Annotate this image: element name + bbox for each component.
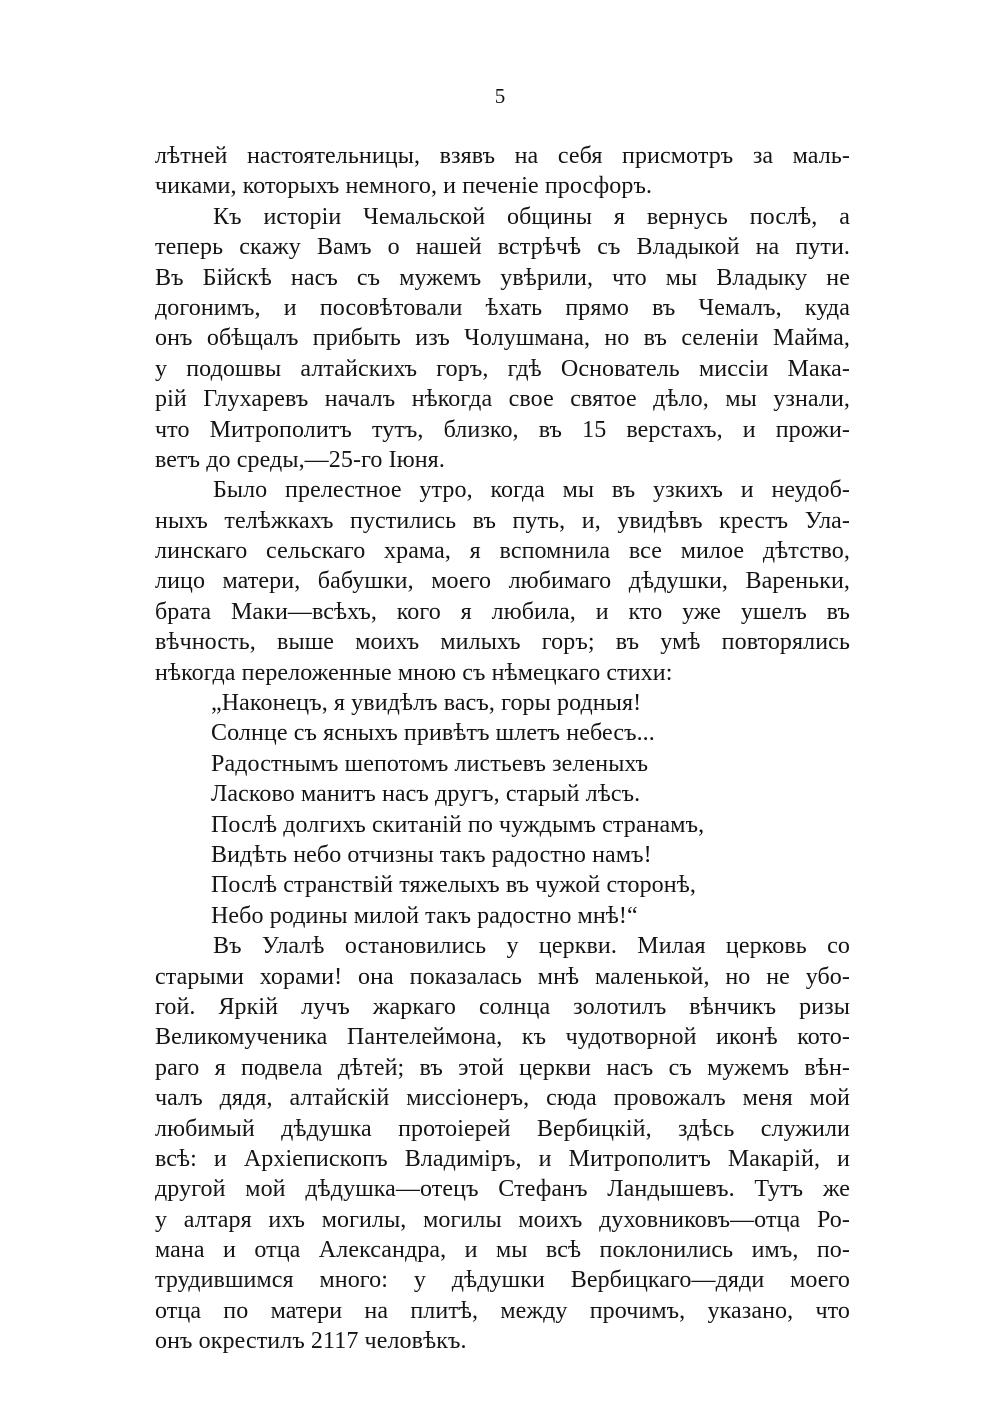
body-text: [155, 141, 850, 1357]
paragraph: [155, 141, 850, 202]
text-line: гой. Яркій лучъ жаркаго солнца золотилъ вѣнчикъ ризы: [155, 993, 850, 1020]
text-line: лѣтней настоятельницы, взявъ на себя присмотръ за маль-: [155, 143, 850, 169]
verse-line: „Наконецъ, я увидѣлъ васъ, горы родныя!: [211, 690, 642, 717]
text-line: теперь скажу Вамъ о нашей встрѣчѣ съ Владыкой на пути.: [155, 234, 850, 261]
text-line: у подошвы алтайскихъ горъ, гдѣ Основатель миссіи Мака-: [155, 355, 850, 382]
paragraph: [155, 931, 850, 1356]
verse-line: Ласково манитъ насъ другъ, старый лѣсъ.: [211, 781, 641, 808]
text-line: мана и отца Александра, и мы всѣ поклонились имъ, по-: [155, 1237, 850, 1264]
verse-block: [155, 688, 850, 931]
text-line: трудившимся много: у дѣдушки Вербицкаго—дяди моего: [155, 1267, 850, 1294]
text-line: лицо матери, бабушки, моего любимаго дѣдушки, Вареньки,: [155, 568, 850, 595]
text-line: что Митрополитъ тутъ, близко, въ 15 верстахъ, и прожи-: [155, 416, 850, 443]
text-line: старыми хорами! она показалась мнѣ маленькой, но не убо-: [155, 963, 850, 990]
page-number: 5: [494, 84, 506, 108]
verse-line: Видѣть небо отчизны такъ радостно намъ!: [211, 841, 652, 868]
text-line: вѣчность, выше моихъ милыхъ горъ; въ умѣ повторялись: [155, 629, 850, 656]
text-line: чалъ дядя, алтайскій миссіонеръ, сюда провожалъ меня мой: [155, 1085, 850, 1112]
verse-line: Послѣ долгихъ скитаній по чуждымъ странамъ,: [211, 811, 705, 838]
text-line: онъ окрестилъ 2117 человѣкъ.: [155, 1328, 467, 1355]
text-line: догонимъ, и посовѣтовали ѣхать прямо въ Чемалъ, куда: [155, 294, 850, 321]
verse-line: Небо родины милой такъ радостно мнѣ!“: [211, 902, 638, 929]
text-line: ветъ до среды,—25-го Іюня.: [155, 446, 445, 473]
text-line: линскаго сельскаго храма, я вспомнила все милое дѣтство,: [155, 538, 850, 565]
text-line: Къ исторіи Чемальской общины я вернусь послѣ, а: [213, 203, 850, 230]
text-line: нѣкогда переложенные мною съ нѣмецкаго стихи:: [155, 659, 673, 686]
verse-line: Радостнымъ шепотомъ листьевъ зеленыхъ: [211, 750, 649, 777]
paragraph: [155, 202, 850, 476]
text-line: Въ Бійскѣ насъ съ мужемъ увѣрили, что мы Владыку не: [155, 264, 850, 291]
text-line: Въ Улалѣ остановились у церкви. Милая церковь со: [213, 933, 850, 960]
text-line: другой мой дѣдушка—отецъ Стефанъ Ландышевъ. Тутъ же: [155, 1176, 850, 1203]
text-line: Было прелестное утро, когда мы въ узкихъ и неудоб-: [213, 477, 850, 504]
text-line: Великомученика Пантелеймона, къ чудотворной иконѣ кото-: [155, 1024, 850, 1051]
text-line: любимый дѣдушка протоіерей Вербицкій, здѣсь служили: [155, 1115, 850, 1142]
text-line: онъ обѣщалъ прибыть изъ Чолушмана, но въ селеніи Майма,: [155, 325, 850, 352]
text-line: у алтаря ихъ могилы, могилы моихъ духовниковъ—отца Ро-: [155, 1206, 850, 1233]
text-line: раго я подвела дѣтей; въ этой церкви насъ съ мужемъ вѣн-: [155, 1054, 850, 1081]
verse-line: Солнце съ ясныхъ привѣтъ шлетъ небесъ...: [211, 720, 655, 747]
text-line: чиками, которыхъ немного, и печеніе просфоръ.: [155, 173, 653, 200]
text-line: рій Глухаревъ началъ нѣкогда свое святое дѣло, мы узнали,: [155, 386, 850, 413]
text-line: ныхъ телѣжкахъ пустились въ путь, и, увидѣвъ крестъ Ула-: [155, 507, 850, 534]
paragraph: [155, 475, 850, 688]
text-line: всѣ: и Архіепископъ Владиміръ, и Митрополитъ Макарій, и: [155, 1145, 850, 1172]
text-line: брата Маки—всѣхъ, кого я любила, и кто уже ушелъ въ: [155, 598, 850, 625]
verse-line: Послѣ странствій тяжелыхъ въ чужой сторонѣ,: [211, 872, 696, 899]
text-line: отца по матери на плитѣ, между прочимъ, указано, что: [155, 1297, 850, 1324]
